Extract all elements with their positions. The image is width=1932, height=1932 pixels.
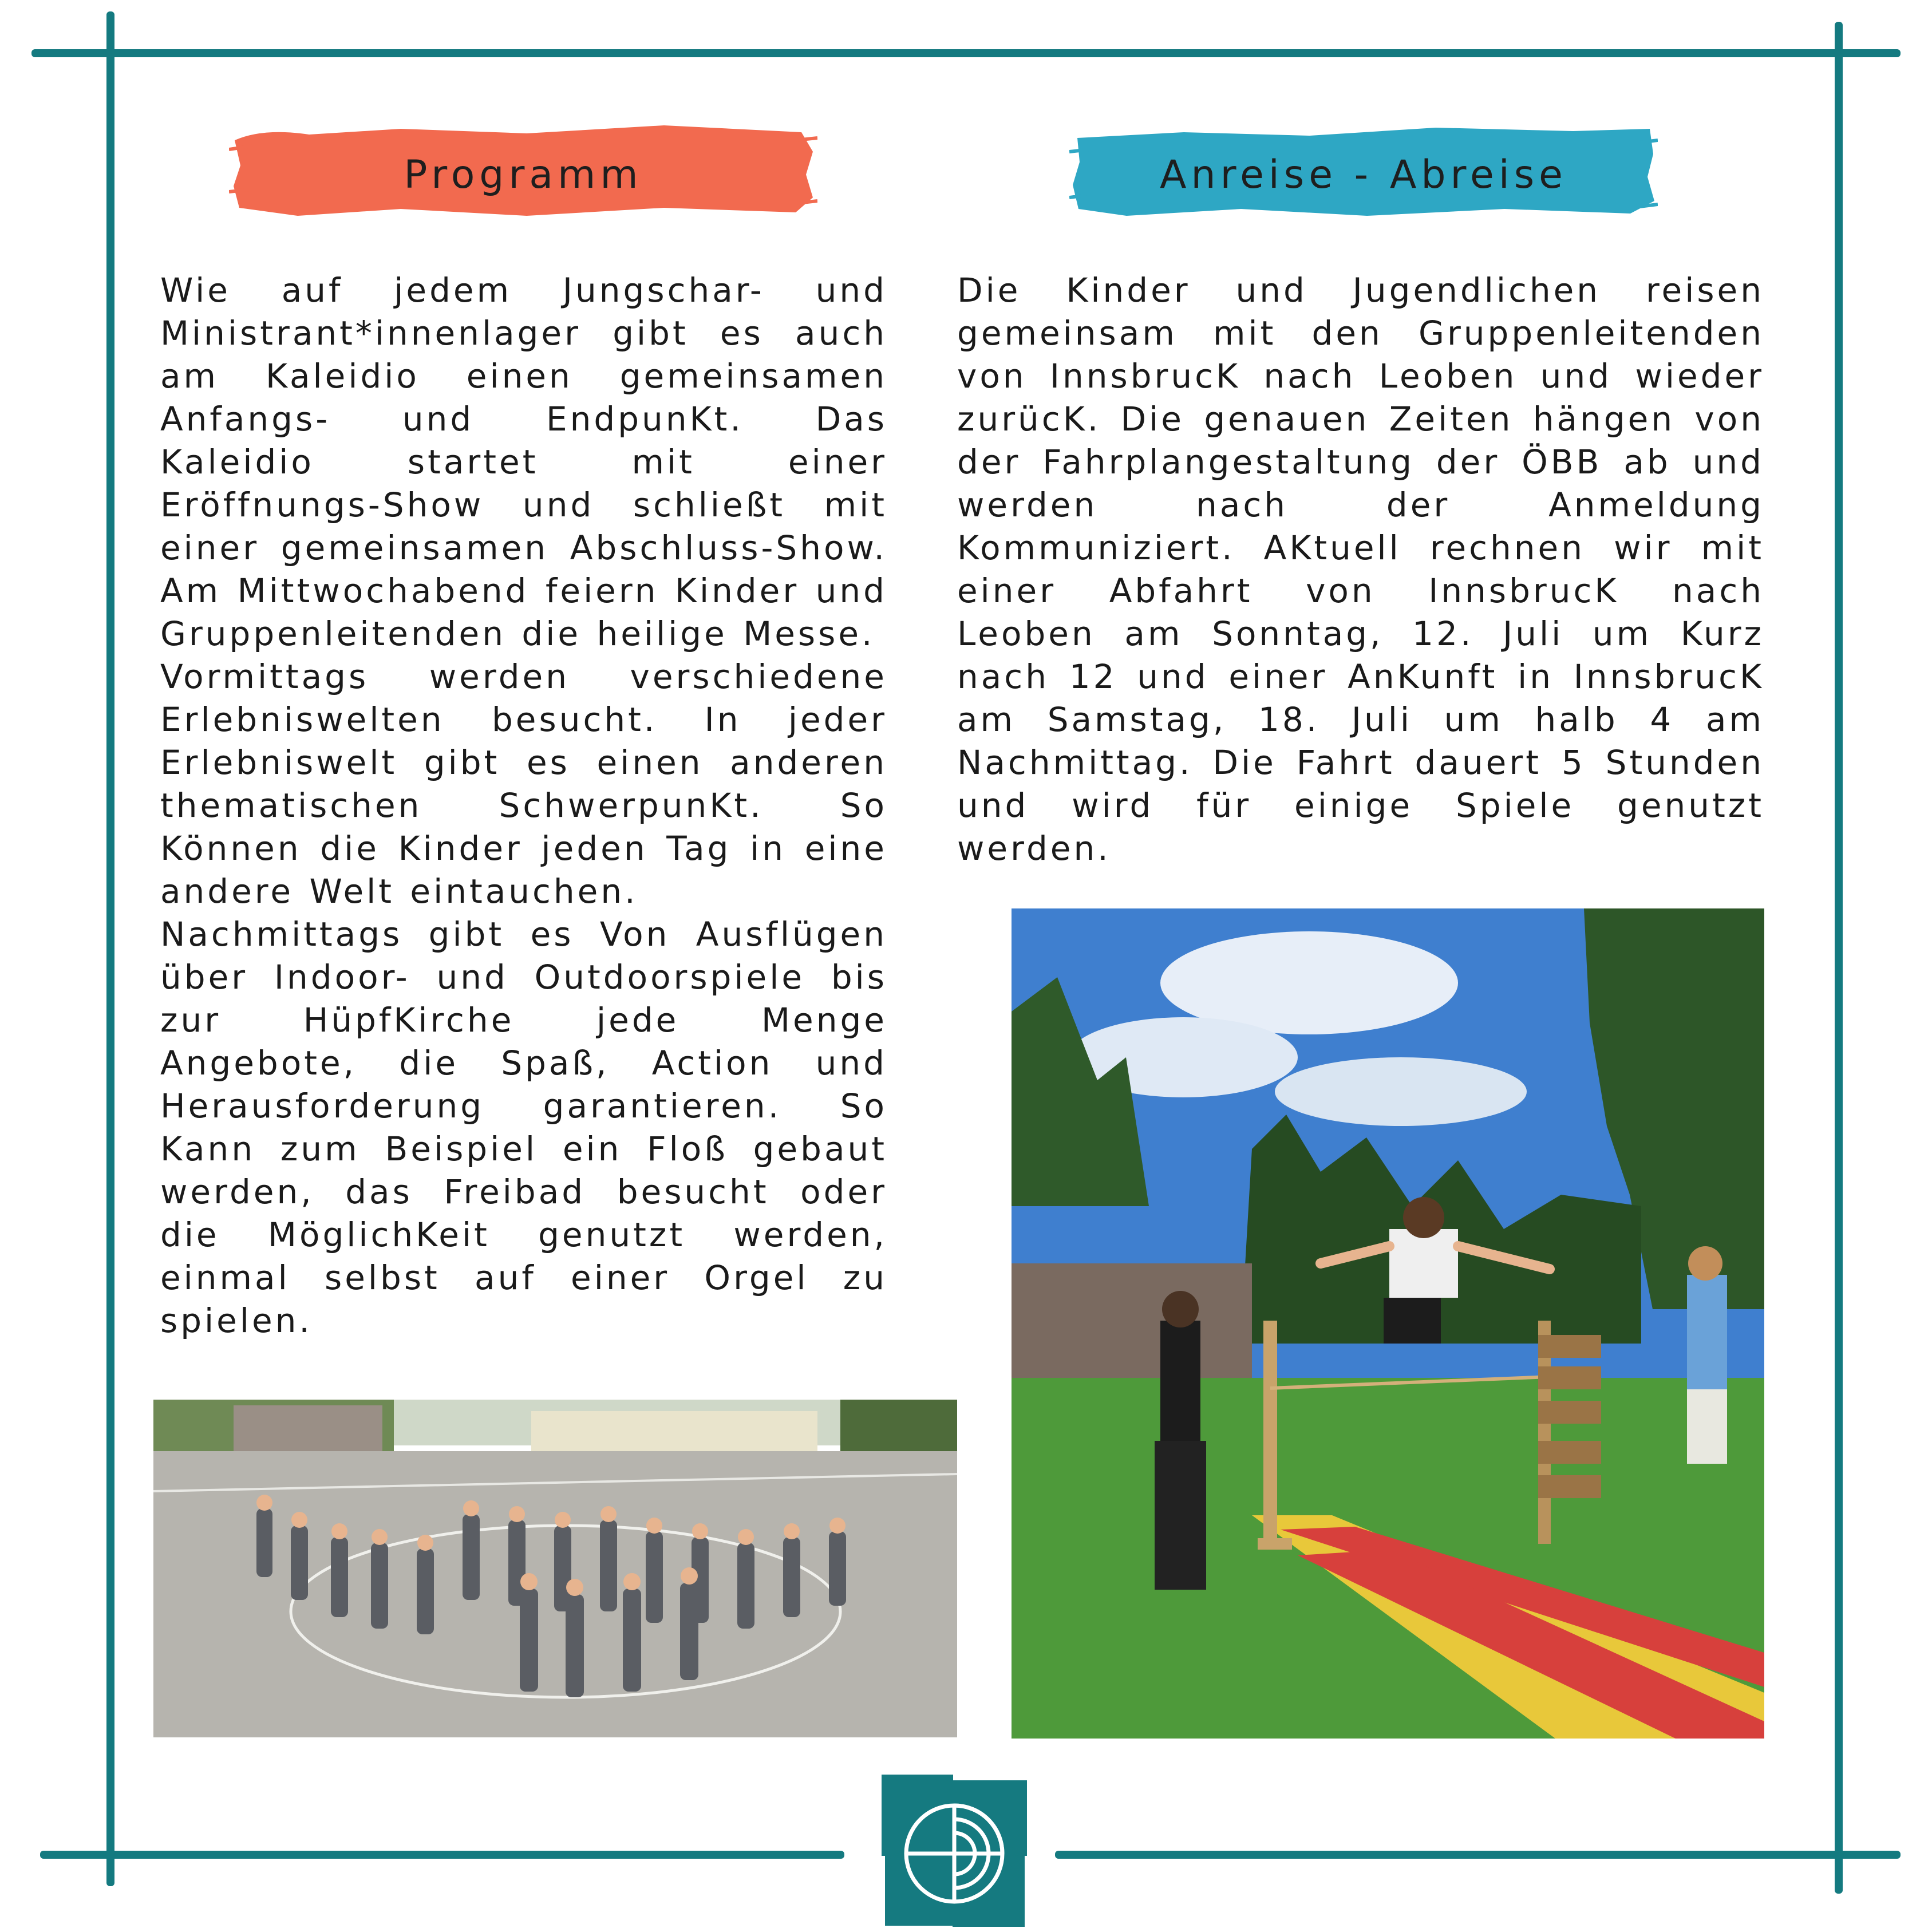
photo-group-circle <box>153 1400 957 1737</box>
programm-paragraph: Wie auf jedem Jungschar- und Ministrant*innenlager gibt es auch am Kaleidio einen gemeinsamen Anfangs- und EndpunKt. Das Kaleidio startet mit einer Eröffnungs-Show und schließt mit einer gemeinsamen Abschluss-Show. Am Mittwochabend feiern Kinder und Gruppenleitenden die heilige Messe. <box>160 271 887 653</box>
anreise-paragraph: Die Kinder und Jugendlichen reisen gemeinsam mit den Gruppenleitenden von InnsbrucK nach Leoben und wieder zurücK. Die genauen Zeiten hängen von der Fahrplangestaltung der ÖBB ab und werden nach der Anmeldung Kommuniziert. AKtuell rechnen wir mit einer Abfahrt von InnsbrucK nach Leoben am Sonntag, 12. Juli um Kurz nach 12 und einer AnKunft in InnsbrucK am Samstag, 18. Juli um halb 4 am Nachmittag. Die Fahrt dauert 5 Stunden und wird für einige Spiele genutzt werden. <box>957 271 1764 868</box>
anreise-heading: Anreise - Abreise <box>1160 152 1567 197</box>
anreise-heading-banner <box>1069 117 1658 220</box>
photo-high-jump <box>1012 908 1764 1739</box>
organization-logo <box>882 1773 1027 1927</box>
programm-paragraph: Vormittags werden verschiedene Erlebniswelten besucht. In jeder Erlebniswelt gibt es einen anderen thematischen SchwerpunKt. So Können die Kinder jeden Tag in eine andere Welt eintauchen. <box>160 657 887 911</box>
programm-heading-banner <box>229 117 817 220</box>
programm-heading: Programm <box>404 152 643 197</box>
anreise-text <box>957 269 1764 870</box>
frame-top-line <box>31 49 1901 57</box>
frame-left-line <box>106 11 114 1886</box>
frame-bottom-line-right <box>1055 1851 1901 1859</box>
programm-paragraph: Nachmittags gibt es Von Ausflügen über Indoor- und Outdoorspiele bis zur HüpfKirche jede Menge Angebote, die Spaß, Action und Herausforderung garantieren. So Kann zum Beispiel ein Floß gebaut werden, das Freibad besucht oder die MöglichKeit genutzt werden, einmal selbst auf einer Orgel zu spielen. <box>160 915 887 1340</box>
frame-right-line <box>1835 22 1843 1894</box>
programm-text <box>160 269 887 1342</box>
frame-bottom-line-left <box>40 1851 844 1859</box>
